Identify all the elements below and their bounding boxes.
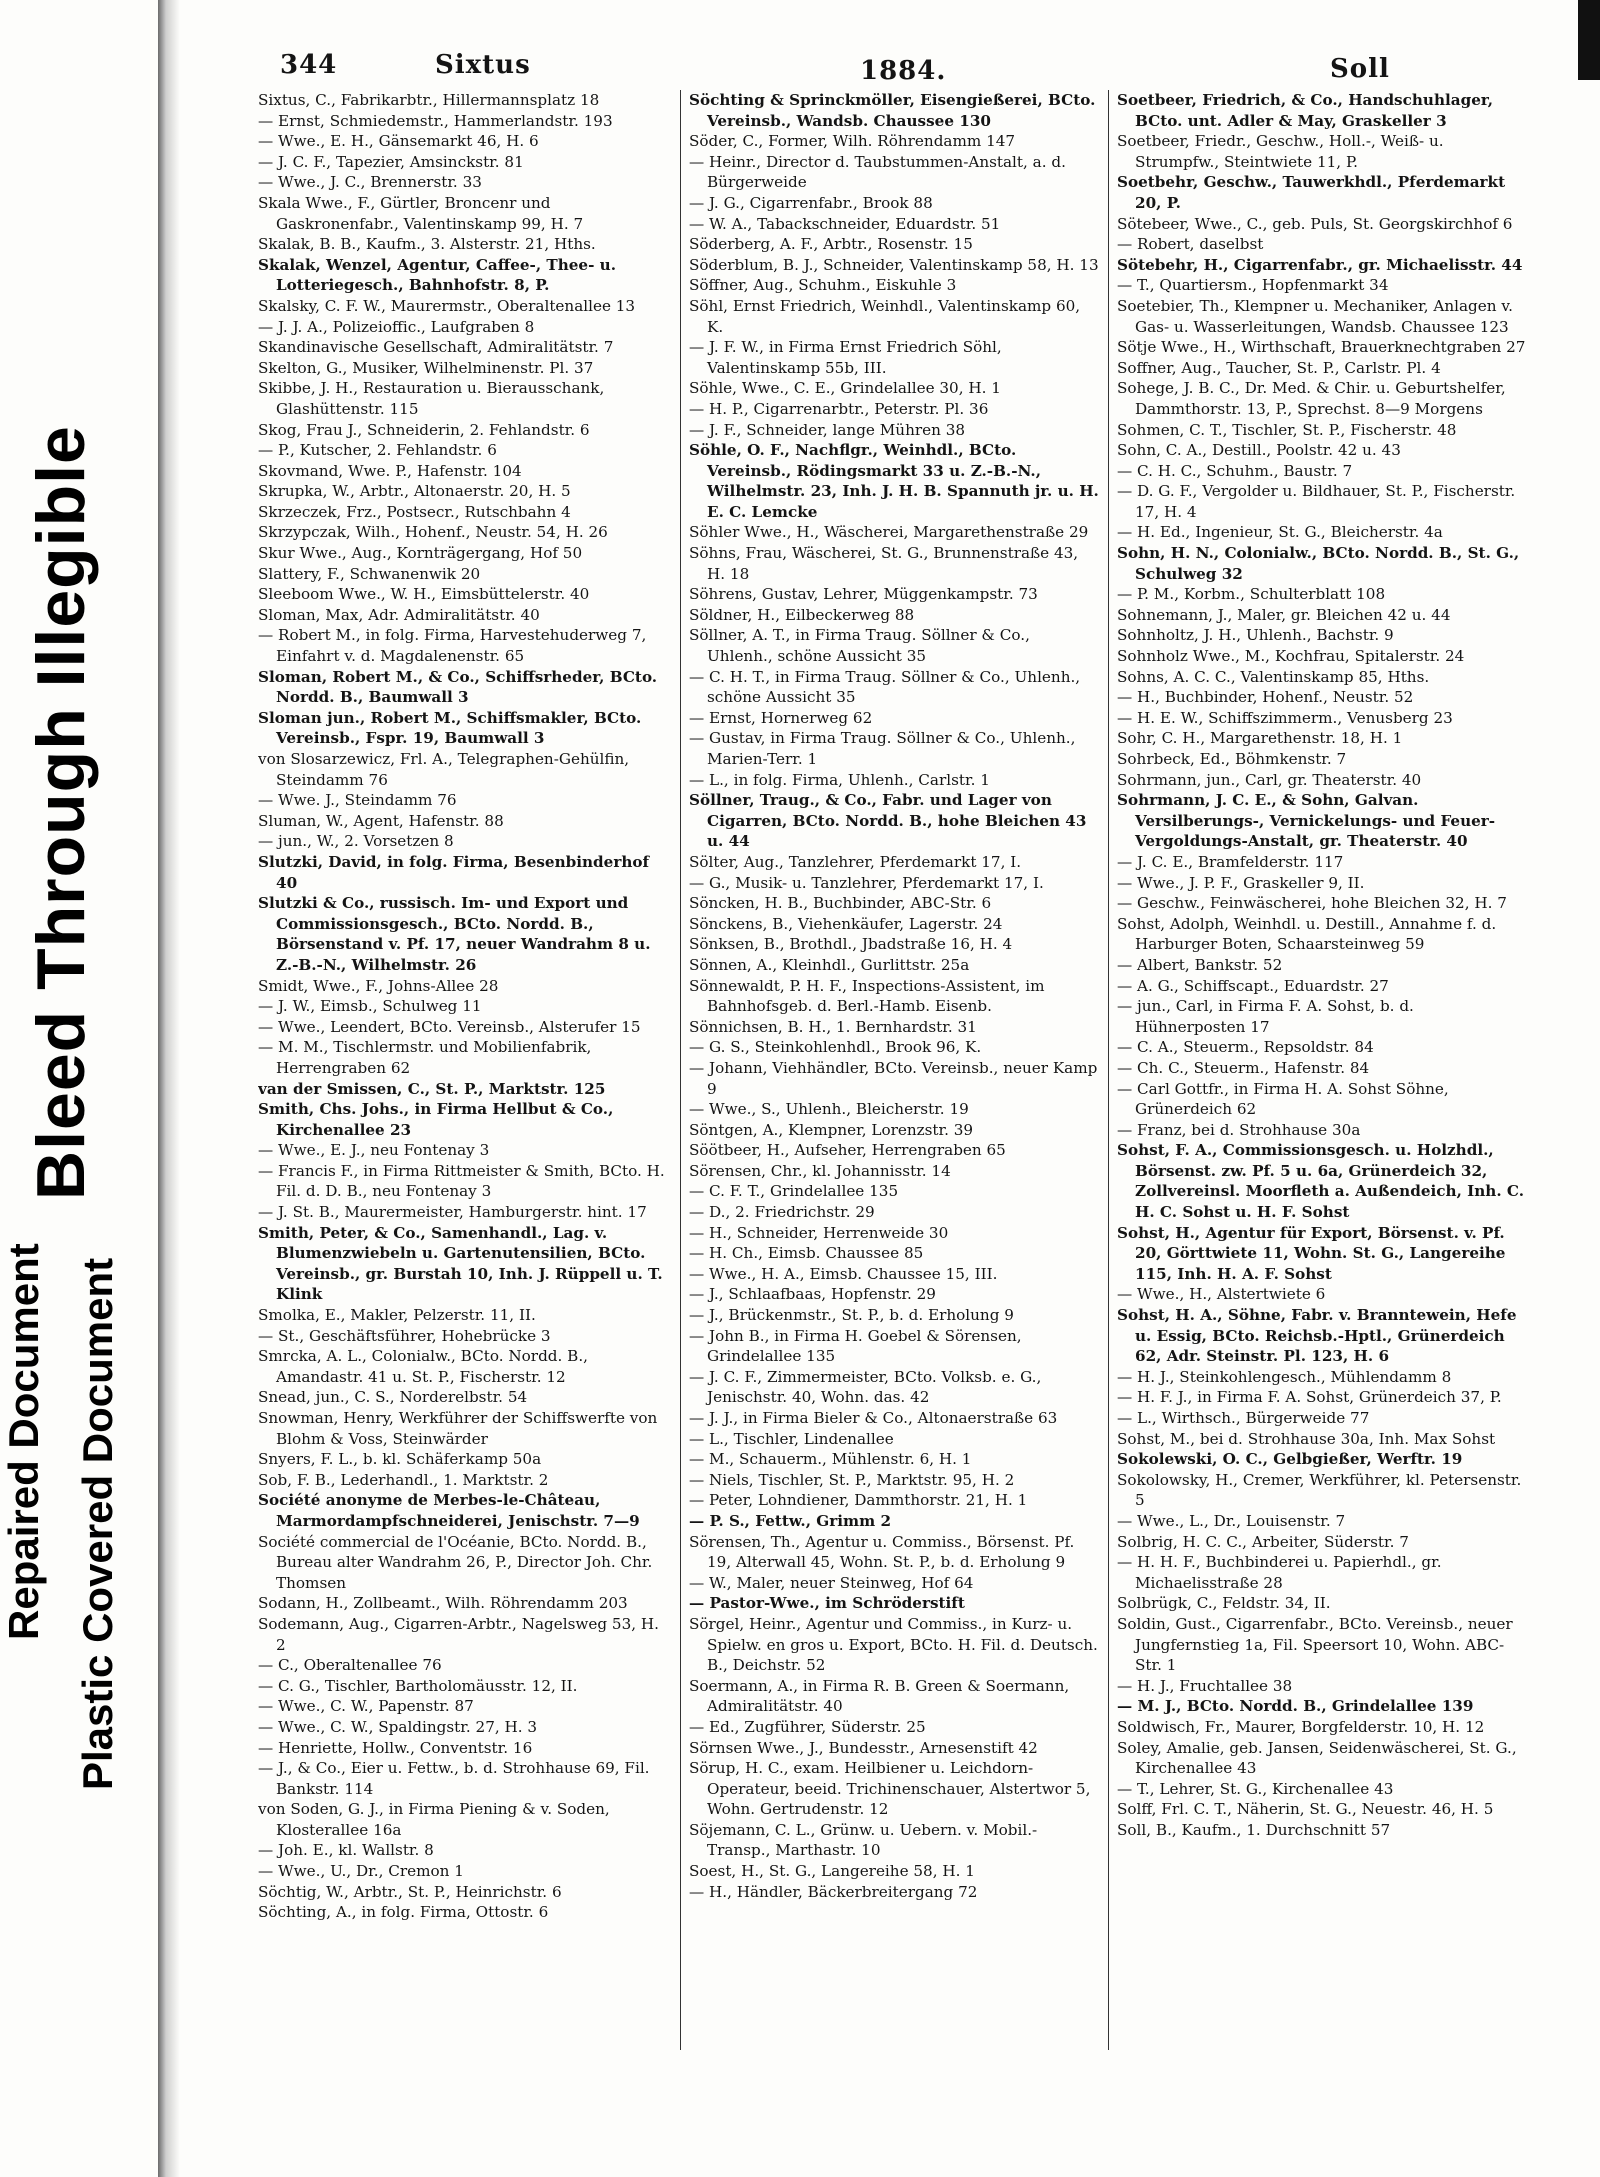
directory-entry: — Wwe. J., Steindamm 76 bbox=[258, 791, 457, 810]
directory-entry: — J. C. E., Bramfelderstr. 117 bbox=[1117, 852, 1344, 871]
directory-entry: — H. J., Steinkohlengesch., Mühlendamm 8 bbox=[1117, 1367, 1452, 1386]
directory-entry: — Ch. C., Steuerm., Hafenstr. 84 bbox=[1117, 1058, 1370, 1077]
directory-entry: — H. F. J., in Firma F. A. Sohst, Grünerdeich 37, P. bbox=[1117, 1388, 1502, 1407]
directory-entry: — Albert, Bankstr. 52 bbox=[1117, 955, 1283, 974]
directory-entry: — H., Schneider, Herrenweide 30 bbox=[689, 1223, 949, 1242]
directory-entry: — Geschw., Feinwäscherei, hohe Bleichen 32, H. 7 bbox=[1117, 894, 1507, 913]
directory-entry: — J., Schlaafbaas, Hopfenstr. 29 bbox=[689, 1285, 936, 1304]
directory-entry: Smidt, Wwe., F., Johns-Allee 28 bbox=[258, 976, 499, 995]
directory-entry: Sörup, H. C., exam. Heilbiener u. Leichdorn-Operateur, beeid. Trichinenschauer, Alstertwor 5, Wohn. Gertrudenstr. 12 bbox=[689, 1759, 1091, 1819]
directory-entry: Sohrbeck, Ed., Böhmkenstr. 7 bbox=[1117, 750, 1347, 768]
directory-entry: — Ed., Zugführer, Süderstr. 25 bbox=[689, 1717, 926, 1736]
directory-entry: Söderblum, B. J., Schneider, Valentinskamp 58, H. 13 bbox=[689, 255, 1099, 274]
directory-entry: — Pastor-Wwe., im Schröderstift bbox=[689, 1594, 965, 1613]
directory-entry: — T., Quartiersm., Hopfenmarkt 34 bbox=[1117, 276, 1389, 295]
column-right bbox=[1108, 90, 1527, 2050]
directory-entry: Snead, jun., C. S., Norderelbstr. 54 bbox=[258, 1388, 528, 1407]
directory-entry: Skelton, G., Musiker, Wilhelminenstr. Pl. 37 bbox=[258, 358, 594, 377]
directory-entry: Sokolewski, O. C., Gelbgießer, Werftr. 19 bbox=[1117, 1450, 1463, 1469]
directory-entry: Slutzki, David, in folg. Firma, Besenbinderhof 40 bbox=[258, 852, 650, 892]
corner-tab bbox=[1578, 0, 1600, 80]
label-repaired: Repaired Document bbox=[0, 1243, 47, 1640]
directory-entry: Söderberg, A. F., Arbtr., Rosenstr. 15 bbox=[689, 235, 973, 254]
directory-entry: Sloman jun., Robert M., Schiffsmakler, BCto. Vereinsb., Fspr. 19, Baumwall 3 bbox=[258, 708, 642, 748]
directory-entry: Skalak, Wenzel, Agentur, Caffee-, Thee- u. Lotteriegesch., Bahnhofstr. 8, P. bbox=[258, 255, 617, 295]
directory-entry: — G., Musik- u. Tanzlehrer, Pferdemarkt 17, I. bbox=[689, 873, 1044, 892]
directory-entry: Söntgen, A., Klempner, Lorenzstr. 39 bbox=[689, 1120, 974, 1139]
directory-entry: Sönnen, A., Kleinhdl., Gurlittstr. 25a bbox=[689, 955, 970, 974]
directory-entry: Söjemann, C. L., Grünw. u. Uebern. v. Mobil.-Transp., Marthastr. 10 bbox=[689, 1820, 1038, 1860]
directory-entry: Skalak, B. B., Kaufm., 3. Alsterstr. 21, Hths. bbox=[258, 235, 596, 254]
page-edge bbox=[158, 0, 166, 2177]
directory-entry: — J. W., Eimsb., Schulweg 11 bbox=[258, 997, 482, 1016]
directory-entry: Sluman, W., Agent, Hafenstr. 88 bbox=[258, 811, 504, 830]
directory-entry: Sönksen, B., Brothdl., Jbadstraße 16, H. 4 bbox=[689, 935, 1013, 954]
directory-entry: — W. A., Tabackschneider, Eduardstr. 51 bbox=[689, 214, 1001, 233]
directory-entry: Sohege, J. B. C., Dr. Med. & Chir. u. Geburtshelfer, Dammthorstr. 13, P., Sprechst. 8—9 Morgens bbox=[1117, 379, 1506, 418]
directory-entry: Skrzypczak, Wilh., Hohenf., Neustr. 54, H. 26 bbox=[258, 523, 608, 542]
label-bleed-through: Bleed Through Illegible bbox=[23, 425, 99, 1200]
directory-entry: Solbrig, H. C. C., Arbeiter, Süderstr. 7 bbox=[1117, 1532, 1409, 1551]
directory-entry: Smith, Chs. Johs., in Firma Hellbut & Co., Kirchenallee 23 bbox=[258, 1100, 614, 1139]
directory-entry: — Heinr., Director d. Taubstummen-Anstalt, a. d. Bürgerweide bbox=[689, 152, 1066, 192]
directory-entry: Société anonyme de Merbes-le-Château, Marmordampfschneiderei, Jenischstr. 7—9 bbox=[258, 1491, 640, 1530]
directory-entry: Slattery, F., Schwanenwik 20 bbox=[258, 564, 481, 583]
directory-entry: Snowman, Henry, Werkführer der Schiffswerfte von Blohm & Voss, Steinwärder bbox=[258, 1409, 658, 1448]
directory-entry: — J. C. F., Zimmermeister, BCto. Volksb. e. G., Jenischstr. 40, Wohn. das. 42 bbox=[689, 1367, 1042, 1407]
directory-entry: Söhl, Ernst Friedrich, Weinhdl., Valentinskamp 60, K. bbox=[689, 296, 1081, 336]
directory-entry: — jun., W., 2. Vorsetzen 8 bbox=[258, 832, 454, 851]
directory-entry: Sönnichsen, B. H., 1. Bernhardstr. 31 bbox=[689, 1017, 977, 1036]
directory-entry: Soley, Amalie, geb. Jansen, Seidenwäscherei, St. G., Kirchenallee 43 bbox=[1117, 1738, 1517, 1778]
directory-entry: Skrupka, W., Arbtr., Altonaerstr. 20, H. 5 bbox=[258, 482, 571, 501]
directory-entry: Skala Wwe., F., Gürtler, Broncenr und Gaskronenfabr., Valentinskamp 99, H. 7 bbox=[258, 193, 584, 233]
page-header bbox=[280, 42, 1520, 90]
directory-entry: Sohnholtz, J. H., Uhlenh., Bachstr. 9 bbox=[1117, 626, 1394, 645]
directory-entry: — P., Kutscher, 2. Fehlandstr. 6 bbox=[258, 441, 497, 460]
directory-entry: Sörensen, Th., Agentur u. Commiss., Börsenst. Pf. 19, Alterwall 45, Wohn. St. P., b. d. Erholung 9 bbox=[689, 1532, 1075, 1572]
directory-entry: Soest, H., St. G., Langereihe 58, H. 1 bbox=[689, 1862, 975, 1881]
directory-entry: Söffner, Aug., Schuhm., Eiskuhle 3 bbox=[689, 276, 957, 295]
directory-entry: Sönckens, B., Viehenkäufer, Lagerstr. 24 bbox=[689, 914, 1003, 933]
directory-entry: Söder, C., Former, Wilh. Röhrendamm 147 bbox=[689, 132, 1016, 151]
directory-entry: — J. J. A., Polizeioffic., Laufgraben 8 bbox=[258, 317, 535, 336]
directory-entry: — Johann, Viehhändler, BCto. Vereinsb., neuer Kamp 9 bbox=[689, 1058, 1098, 1098]
directory-entry: Söhns, Frau, Wäscherei, St. G., Brunnenstraße 43, H. 18 bbox=[689, 544, 1079, 583]
directory-entry: — H. E. W., Schiffszimmerm., Venusberg 23 bbox=[1117, 708, 1453, 727]
header-year: 1884. bbox=[860, 56, 947, 86]
directory-entry: — L., Wirthsch., Bürgerweide 77 bbox=[1117, 1409, 1370, 1427]
column-left bbox=[258, 90, 668, 2050]
directory-entry: — H. Ch., Eimsb. Chaussee 85 bbox=[689, 1244, 924, 1263]
directory-entry: — H. Ed., Ingenieur, St. G., Bleicherstr. 4a bbox=[1117, 523, 1443, 542]
directory-entry: Skibbe, J. H., Restauration u. Bierausschank, Glashüttenstr. 115 bbox=[258, 379, 605, 418]
directory-entry: Sohst, F. A., Commissionsgesch. u. Holzhdl., Börsenst. zw. Pf. 5 u. 6a, Grünerdeich 32, Zollvereinsl. Moorfleth a. Außendeich, Inh. C. H. C. Sohst u. H. F. Sohst bbox=[1117, 1141, 1525, 1222]
directory-entry: Sohst, H., Agentur für Export, Börsenst. v. Pf. 20, Görttwiete 11, Wohn. St. G., Langereihe 115, Inh. H. A. F. Sohst bbox=[1117, 1223, 1506, 1283]
page-number: 344 bbox=[280, 50, 338, 80]
directory-entry: — H. H. F., Buchbinderei u. Papierhdl., gr. Michaelisstraße 28 bbox=[1117, 1553, 1442, 1592]
directory-entry: Sohrmann, J. C. E., & Sohn, Galvan. Versilberungs-, Vernickelungs- und Feuer-Vergoldungs-Anstalt, gr. Theaterstr. 40 bbox=[1117, 791, 1496, 851]
directory-entry: — J. F., Schneider, lange Mühren 38 bbox=[689, 420, 966, 439]
directory-entry: — Carl Gottfr., in Firma H. A. Sohst Söhne, Grünerdeich 62 bbox=[1117, 1079, 1449, 1119]
directory-entry: — H., Buchbinder, Hohenf., Neustr. 52 bbox=[1117, 688, 1414, 707]
directory-entry: Skandinavische Gesellschaft, Admiralitätstr. 7 bbox=[258, 338, 614, 357]
directory-entry: — Ernst, Hornerweg 62 bbox=[689, 708, 873, 727]
directory-entry: — J., Brückenmstr., St. P., b. d. Erholung 9 bbox=[689, 1306, 1014, 1325]
directory-entry: Skalsky, C. F. W., Maurermstr., Oberaltenallee 13 bbox=[258, 296, 636, 315]
directory-entry: Sötebehr, H., Cigarrenfabr., gr. Michaelisstr. 44 bbox=[1117, 255, 1523, 274]
directory-entry: — H. P., Cigarrenarbtr., Peterstr. Pl. 36 bbox=[689, 399, 989, 418]
directory-entry: — Wwe., L., Dr., Louisenstr. 7 bbox=[1117, 1511, 1346, 1530]
directory-entry: Sohr, C. H., Margarethenstr. 18, H. 1 bbox=[1117, 729, 1403, 748]
directory-entry: Soermann, A., in Firma R. B. Green & Soermann, Admiralitätstr. 40 bbox=[689, 1676, 1070, 1716]
directory-entry: Soetebier, Th., Klempner u. Mechaniker, Anlagen v. Gas- u. Wasserleitungen, Wandsb. Chaussee 123 bbox=[1117, 296, 1513, 336]
directory-entry: — C. H. T., in Firma Traug. Söllner & Co., Uhlenh., schöne Aussicht 35 bbox=[689, 667, 1081, 707]
directory-entry: Smrcka, A. L., Colonialw., BCto. Nordd. B., Amandastr. 41 u. St. P., Fischerstr. 12 bbox=[258, 1347, 588, 1386]
directory-entry: — J. F. W., in Firma Ernst Friedrich Söhl, Valentinskamp 55b, III. bbox=[689, 338, 1002, 377]
directory-entry: — Wwe., E. J., neu Fontenay 3 bbox=[258, 1141, 490, 1160]
directory-entry: — W., Maler, neuer Steinweg, Hof 64 bbox=[689, 1573, 974, 1592]
directory-entry: Sötebeer, Wwe., C., geb. Puls, St. Georgskirchhof 6 bbox=[1117, 214, 1513, 233]
directory-entry: Sob, F. B., Lederhandl., 1. Marktstr. 2 bbox=[258, 1470, 549, 1489]
directory-entry: — Wwe., S., Uhlenh., Bleicherstr. 19 bbox=[689, 1100, 969, 1119]
directory-entry: Sohns, A. C. C., Valentinskamp 85, Hths. bbox=[1117, 667, 1430, 686]
directory-entry: — Franz, bei d. Strohhause 30a bbox=[1117, 1120, 1361, 1139]
directory-entry: — T., Lehrer, St. G., Kirchenallee 43 bbox=[1117, 1779, 1394, 1798]
header-first-word: Sixtus bbox=[435, 50, 531, 80]
directory-entry: Söchting, A., in folg. Firma, Ottostr. 6 bbox=[258, 1903, 549, 1922]
directory-entry: Söllner, Traug., & Co., Fabr. und Lager von Cigarren, BCto. Nordd. B., hohe Bleichen 43 u. 44 bbox=[689, 791, 1087, 851]
directory-entry: — Wwe., H., Alstertwiete 6 bbox=[1117, 1285, 1326, 1304]
directory-columns bbox=[258, 90, 1540, 2050]
directory-entry: — Peter, Lohndiener, Dammthorstr. 21, H. 1 bbox=[689, 1491, 1028, 1510]
directory-entry: Sleeboom Wwe., W. H., Eimsbüttelerstr. 40 bbox=[258, 585, 590, 604]
directory-entry: Sodemann, Aug., Cigarren-Arbtr., Nagelsweg 53, H. 2 bbox=[258, 1614, 659, 1654]
directory-entry: — Wwe., C. W., Spaldingstr. 27, H. 3 bbox=[258, 1717, 538, 1736]
directory-entry: — L., Tischler, Lindenallee bbox=[689, 1429, 894, 1448]
directory-entry: — St., Geschäftsführer, Hohebrücke 3 bbox=[258, 1326, 551, 1345]
page-shadow bbox=[166, 0, 180, 2177]
directory-entry: Sörnsen Wwe., J., Bundesstr., Arnesenstift 42 bbox=[689, 1738, 1038, 1757]
directory-entry: — H. J., Fruchtallee 38 bbox=[1117, 1676, 1293, 1695]
directory-entry: — C. A., Steuerm., Repsoldstr. 84 bbox=[1117, 1038, 1374, 1057]
directory-entry: Söllner, A. T., in Firma Traug. Söllner & Co., Uhlenh., schöne Aussicht 35 bbox=[689, 626, 1030, 666]
directory-entry: — M. M., Tischlermstr. und Mobilienfabrik, Herrengraben 62 bbox=[258, 1038, 592, 1077]
directory-entry: Sohn, H. N., Colonialw., BCto. Nordd. B., St. G., Schulweg 32 bbox=[1117, 544, 1520, 583]
directory-entry: Söchting & Sprinckmöller, Eisengießerei, BCto. Vereinsb., Wandsb. Chaussee 130 bbox=[689, 91, 1096, 130]
directory-entry: — L., in folg. Firma, Uhlenh., Carlstr. 1 bbox=[689, 770, 990, 789]
directory-entry: — John B., in Firma H. Goebel & Sörensen, Grindelallee 135 bbox=[689, 1326, 1022, 1366]
directory-entry: — C. F. T., Grindelallee 135 bbox=[689, 1182, 899, 1201]
directory-entry: — P. S., Fettw., Grimm 2 bbox=[689, 1511, 892, 1530]
directory-entry: Sloman, Robert M., & Co., Schiffsrheder, BCto. Nordd. B., Baumwall 3 bbox=[258, 667, 658, 707]
directory-entry: Soetbeer, Friedrich, & Co., Handschuhlager, BCto. unt. Adler & May, Graskeller 3 bbox=[1117, 91, 1494, 130]
directory-entry: Söldner, H., Eilbeckerweg 88 bbox=[689, 605, 915, 624]
directory-entry: — Francis F., in Firma Rittmeister & Smith, BCto. H. Fil. d. D. B., neu Fontenay 3 bbox=[258, 1161, 665, 1201]
directory-entry: Sohst, H. A., Söhne, Fabr. v. Branntewein, Hefe u. Essig, BCto. Reichsb.-Hptl., Grünerdeich 62, Adr. Steinstr. Pl. 123, H. 6 bbox=[1117, 1306, 1517, 1366]
directory-entry: — Wwe., C. W., Papenstr. 87 bbox=[258, 1697, 474, 1716]
directory-entry: — G. S., Steinkohlenhdl., Brook 96, K. bbox=[689, 1038, 982, 1057]
directory-entry: Söötbeer, H., Aufseher, Herrengraben 65 bbox=[689, 1141, 1006, 1160]
directory-entry: — Wwe., E. H., Gänsemarkt 46, H. 6 bbox=[258, 132, 539, 151]
directory-entry: — J. J., in Firma Bieler & Co., Altonaerstraße 63 bbox=[689, 1409, 1058, 1427]
directory-entry: — Wwe., J. C., Brennerstr. 33 bbox=[258, 173, 482, 192]
directory-entry: Sixtus, C., Fabrikarbtr., Hillermannsplatz 18 bbox=[258, 91, 600, 109]
directory-entry: Skrzeczek, Frz., Postsecr., Rutschbahn 4 bbox=[258, 502, 571, 521]
directory-entry: — D., 2. Friedrichstr. 29 bbox=[689, 1203, 875, 1222]
directory-entry: Sölter, Aug., Tanzlehrer, Pferdemarkt 17, I. bbox=[689, 852, 1022, 871]
directory-entry: Soll, B., Kaufm., 1. Durchschnitt 57 bbox=[1117, 1820, 1391, 1839]
directory-entry: Sönnewaldt, P. H. F., Inspections-Assistent, im Bahnhofsgeb. d. Berl.-Hamb. Eisenb. bbox=[689, 976, 1045, 1016]
directory-entry: Sohst, Adolph, Weinhdl. u. Destill., Annahme f. d. Harburger Boten, Schaarsteinweg 59 bbox=[1117, 914, 1497, 954]
directory-entry: Sokolowsky, H., Cremer, Werkführer, kl. Petersenstr. 5 bbox=[1117, 1470, 1522, 1510]
directory-entry: von Slosarzewicz, Frl. A., Telegraphen-Gehülfin, Steindamm 76 bbox=[258, 750, 630, 789]
directory-entry: — Henriette, Hollw., Conventstr. 16 bbox=[258, 1738, 533, 1757]
directory-entry: — J. C. F., Tapezier, Amsinckstr. 81 bbox=[258, 152, 524, 171]
directory-entry: Smolka, E., Makler, Pelzerstr. 11, II. bbox=[258, 1306, 536, 1325]
directory-entry: — Wwe., H. A., Eimsb. Chaussee 15, III. bbox=[689, 1264, 998, 1283]
directory-entry: — P. M., Korbm., Schulterblatt 108 bbox=[1117, 585, 1386, 604]
directory-entry: — A. G., Schiffscapt., Eduardstr. 27 bbox=[1117, 976, 1389, 995]
directory-entry: — Gustav, in Firma Traug. Söllner & Co., Uhlenh., Marien-Terr. 1 bbox=[689, 729, 1076, 768]
directory-entry: Soldwisch, Fr., Maurer, Borgfelderstr. 10, H. 12 bbox=[1117, 1717, 1485, 1736]
directory-entry: Soetbehr, Geschw., Tauwerkhdl., Pferdemarkt 20, P. bbox=[1117, 173, 1506, 212]
directory-entry: — J. St. B., Maurermeister, Hamburgerstr. hint. 17 bbox=[258, 1203, 647, 1222]
directory-entry: Slutzki & Co., russisch. Im- und Export und Commissionsgesch., BCto. Nordd. B., Börsenstand v. Pf. 17, neuer Wandrahm 8 u. Z.-B.-N., Wilhelmstr. 26 bbox=[258, 894, 651, 974]
directory-entry: — Wwe., Leendert, BCto. Vereinsb., Alsterufer 15 bbox=[258, 1017, 641, 1036]
condition-labels bbox=[0, 0, 150, 2177]
header-last-word: Soll bbox=[1330, 54, 1390, 84]
directory-entry: — C. H. C., Schuhm., Baustr. 7 bbox=[1117, 461, 1353, 480]
directory-entry: Söhrens, Gustav, Lehrer, Müggenkampstr. 73 bbox=[689, 585, 1038, 604]
directory-entry: Söchtig, W., Arbtr., St. P., Heinrichstr. 6 bbox=[258, 1882, 562, 1901]
directory-entry: Sohst, M., bei d. Strohhause 30a, Inh. Max Sohst bbox=[1117, 1429, 1496, 1448]
directory-entry: Sohrmann, jun., Carl, gr. Theaterstr. 40 bbox=[1117, 770, 1422, 789]
directory-entry: von Soden, G. J., in Firma Piening & v. Soden, Klosterallee 16a bbox=[258, 1800, 610, 1839]
directory-entry: Söhle, O. F., Nachflgr., Weinhdl., BCto. Vereinsb., Rödingsmarkt 33 u. Z.-B.-N., Wilhelmstr. 23, Inh. J. H. B. Spannuth jr. u. H. E. C. Lemcke bbox=[689, 441, 1099, 521]
directory-entry: Söhler Wwe., H., Wäscherei, Margarethenstraße 29 bbox=[689, 523, 1089, 542]
directory-entry: Soldin, Gust., Cigarrenfabr., BCto. Vereinsb., neuer Jungfernstieg 1a, Fil. Speersort 10, Wohn. ABC-Str. 1 bbox=[1117, 1614, 1513, 1675]
directory-entry: Söhle, Wwe., C. E., Grindelallee 30, H. 1 bbox=[689, 379, 1001, 398]
directory-entry: Sötje Wwe., H., Wirthschaft, Brauerknechtgraben 27 bbox=[1117, 338, 1526, 357]
directory-entry: — Wwe., U., Dr., Cremon 1 bbox=[258, 1862, 464, 1881]
directory-entry: — C., Oberaltenallee 76 bbox=[258, 1656, 442, 1675]
directory-entry: Sohmen, C. T., Tischler, St. P., Fischerstr. 48 bbox=[1117, 420, 1457, 439]
directory-entry: Sohn, C. A., Destill., Poolstr. 42 u. 43 bbox=[1117, 441, 1401, 460]
directory-entry: Skovmand, Wwe. P., Hafenstr. 104 bbox=[258, 461, 522, 480]
directory-entry: — J., & Co., Eier u. Fettw., b. d. Strohhause 69, Fil. Bankstr. 114 bbox=[258, 1759, 650, 1798]
directory-entry: — C. G., Tischler, Bartholomäusstr. 12, II. bbox=[258, 1676, 578, 1695]
directory-entry: — M. J., BCto. Nordd. B., Grindelallee 139 bbox=[1117, 1697, 1474, 1716]
directory-entry: Solbrügk, C., Feldstr. 34, II. bbox=[1117, 1594, 1331, 1613]
directory-entry: — Robert M., in folg. Firma, Harvestehuderweg 7, Einfahrt v. d. Magdalenenstr. 65 bbox=[258, 626, 647, 666]
directory-entry: Sohnemann, J., Maler, gr. Bleichen 42 u. 44 bbox=[1117, 605, 1451, 624]
directory-entry: — Ernst, Schmiedemstr., Hammerlandstr. 193 bbox=[258, 111, 613, 130]
directory-entry: Soffner, Aug., Taucher, St. P., Carlstr. Pl. 4 bbox=[1117, 358, 1441, 377]
directory-entry: Soetbeer, Friedr., Geschw., Holl.-, Weiß- u. Strumpfw., Steintwiete 11, P. bbox=[1117, 132, 1444, 171]
directory-entry: van der Smissen, C., St. P., Marktstr. 125 bbox=[258, 1079, 606, 1098]
directory-entry: — J. G., Cigarrenfabr., Brook 88 bbox=[689, 193, 933, 212]
directory-entry: — Joh. E., kl. Wallstr. 8 bbox=[258, 1841, 434, 1860]
directory-entry: — H., Händler, Bäckerbreitergang 72 bbox=[689, 1882, 978, 1901]
directory-entry: Smith, Peter, & Co., Samenhandl., Lag. v. Blumenzwiebeln u. Gartenutensilien, BCto. Vereinsb., gr. Burstah 10, Inh. J. Rüppell u. T. Klink bbox=[258, 1223, 663, 1304]
directory-entry: Söncken, H. B., Buchbinder, ABC-Str. 6 bbox=[689, 894, 992, 913]
directory-entry: — M., Schauerm., Mühlenstr. 6, H. 1 bbox=[689, 1450, 972, 1469]
directory-entry: Skur Wwe., Aug., Kornträgergang, Hof 50 bbox=[258, 544, 583, 563]
label-plastic-covered: Plastic Covered Document bbox=[74, 1257, 121, 1790]
directory-entry: — D. G. F., Vergolder u. Bildhauer, St. P., Fischerstr. 17, H. 4 bbox=[1117, 482, 1516, 521]
directory-entry: Snyers, F. L., b. kl. Schäferkamp 50a bbox=[258, 1450, 542, 1469]
directory-entry: Sohnholz Wwe., M., Kochfrau, Spitalerstr. 24 bbox=[1117, 647, 1465, 666]
directory-entry: Sörensen, Chr., kl. Johannisstr. 14 bbox=[689, 1161, 951, 1180]
directory-entry: Sloman, Max, Adr. Admiralitätstr. 40 bbox=[258, 605, 540, 624]
directory-entry: — jun., Carl, in Firma F. A. Sohst, b. d. Hühnerposten 17 bbox=[1117, 997, 1414, 1036]
directory-entry: — Robert, daselbst bbox=[1117, 235, 1264, 254]
directory-entry: — Wwe., J. P. F., Graskeller 9, II. bbox=[1117, 873, 1365, 892]
column-middle bbox=[680, 90, 1099, 2050]
directory-entry: Société commercial de l'Océanie, BCto. Nordd. B., Bureau alter Wandrahm 26, P., Director Joh. Chr. Thomsen bbox=[258, 1532, 653, 1592]
directory-entry: Sodann, H., Zollbeamt., Wilh. Röhrendamm 203 bbox=[258, 1594, 628, 1613]
directory-entry: Skog, Frau J., Schneiderin, 2. Fehlandstr. 6 bbox=[258, 420, 590, 439]
directory-entry: Sörgel, Heinr., Agentur und Commiss., in Kurz- u. Spielw. en gros u. Export, BCto. H. Fil. d. Deutsch. B., Deichstr. 52 bbox=[689, 1614, 1098, 1675]
directory-entry: — Niels, Tischler, St. P., Marktstr. 95, H. 2 bbox=[689, 1470, 1015, 1489]
directory-entry: Solff, Frl. C. T., Näherin, St. G., Neuestr. 46, H. 5 bbox=[1117, 1800, 1494, 1819]
